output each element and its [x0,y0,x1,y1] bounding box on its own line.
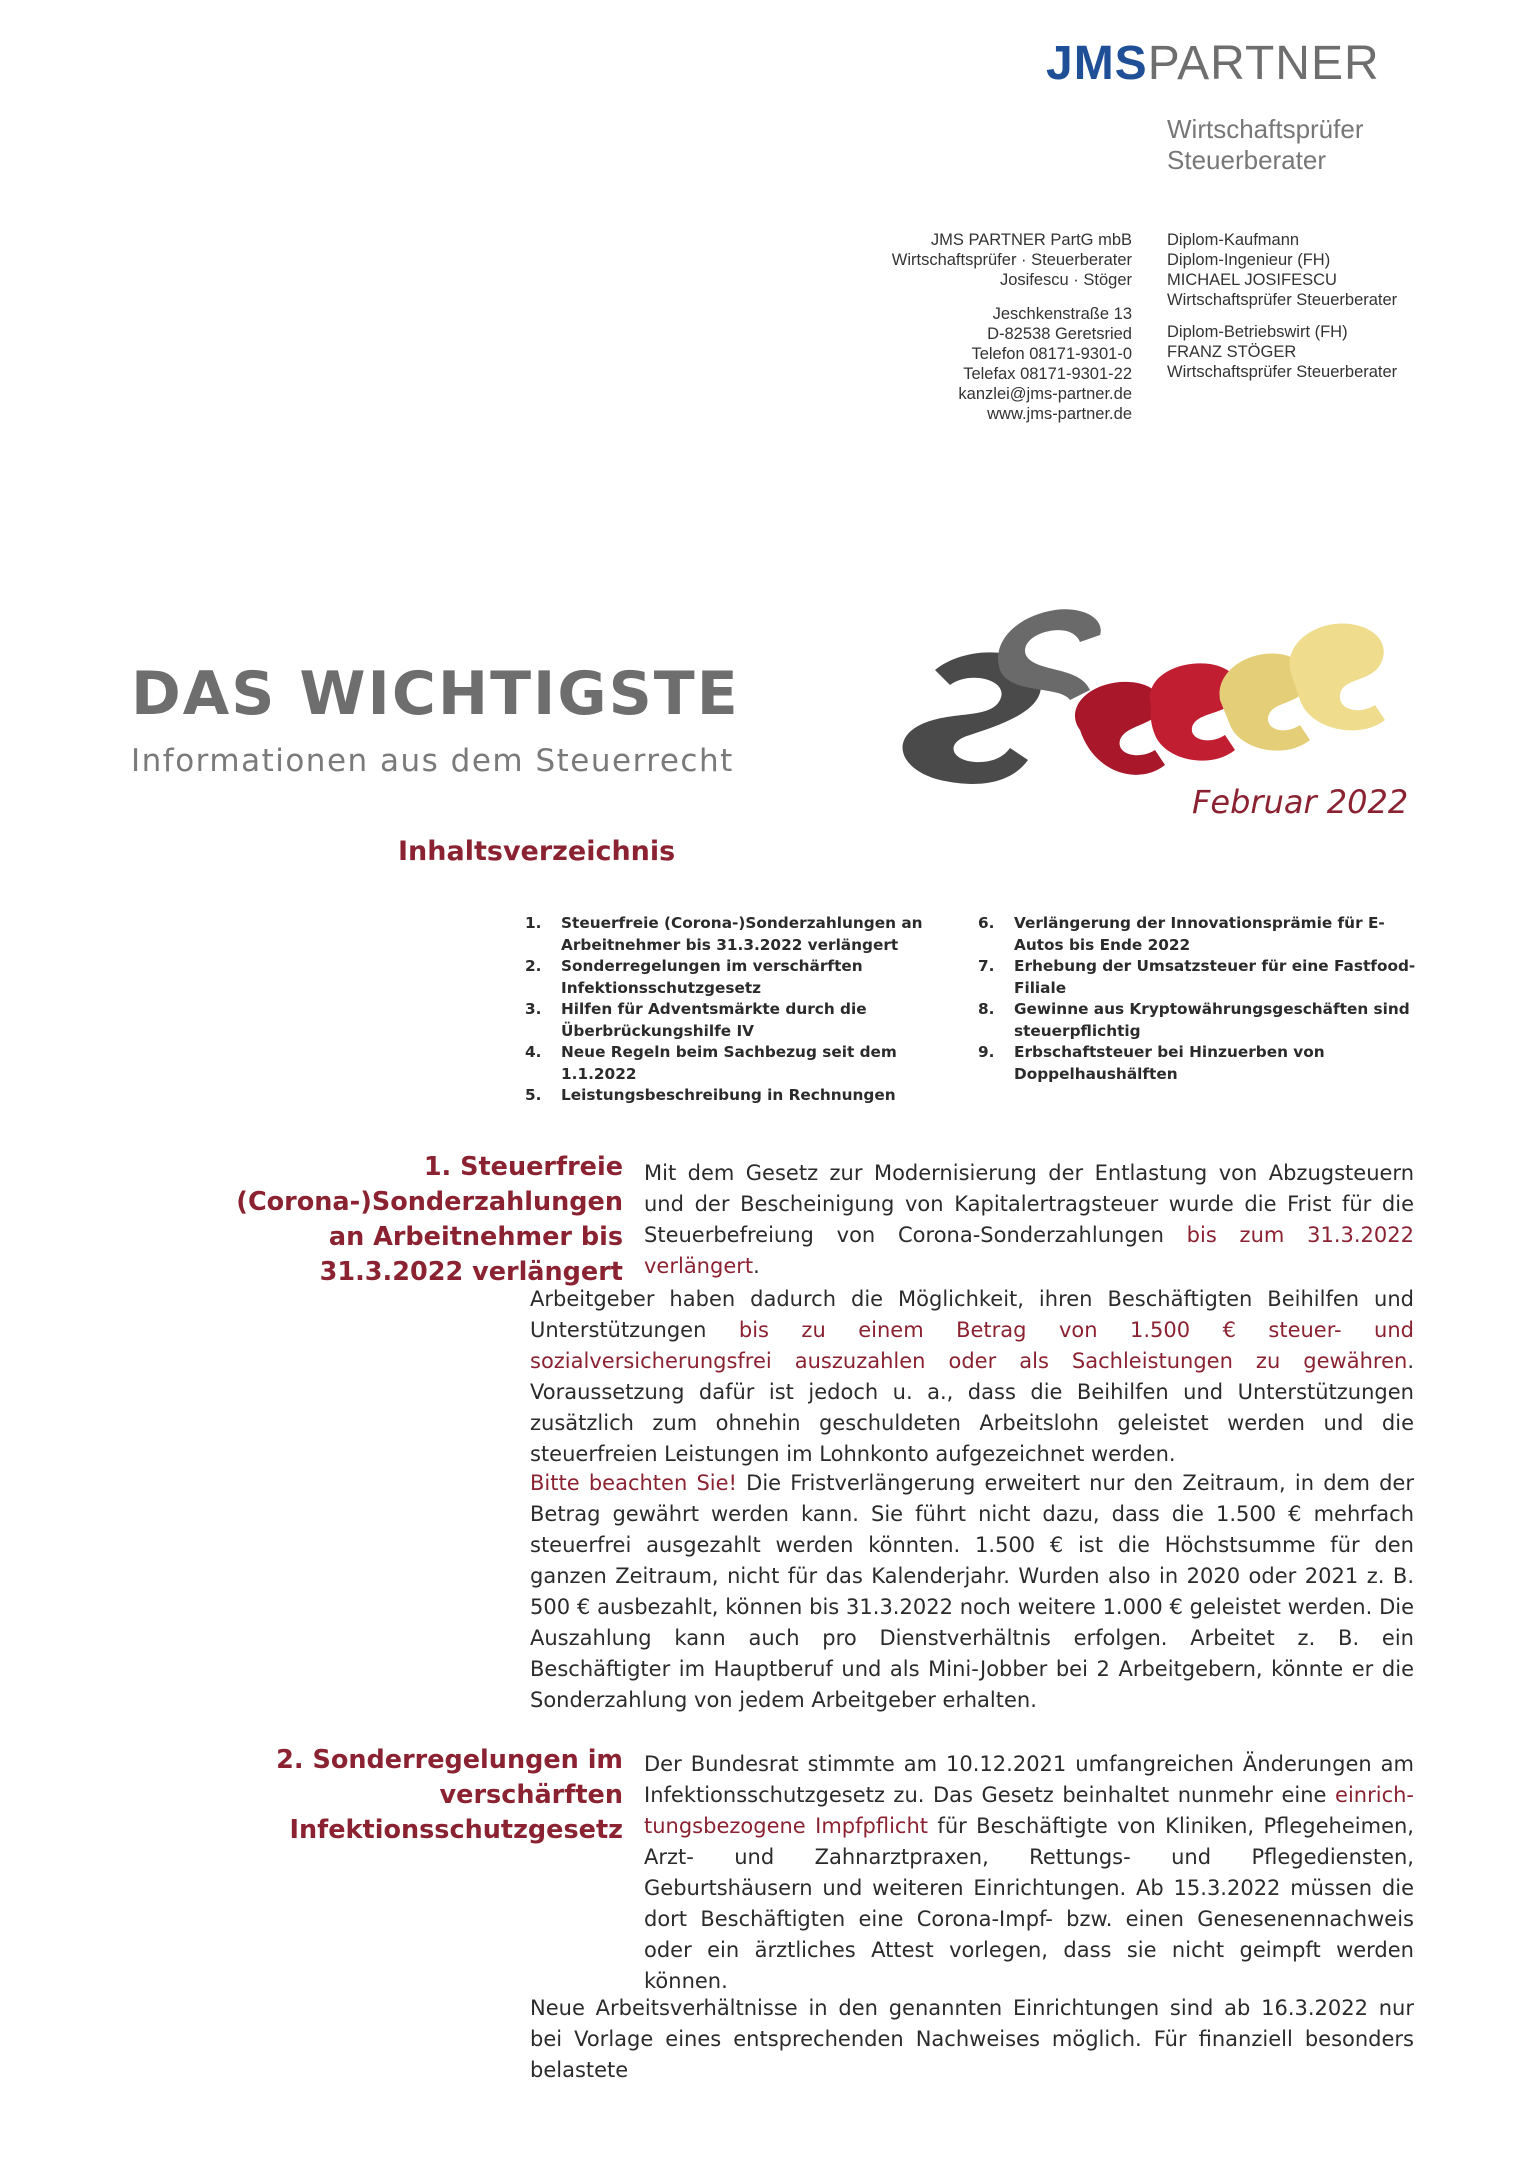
toc-item[interactable] [978,913,1428,956]
address-line: Wirtschaftsprüfer · Steuerberater [891,251,1132,269]
toc-heading: Inhaltsverzeichnis [398,836,676,867]
toc-item[interactable] [525,1042,965,1085]
logo-partner: PARTNER [1147,37,1380,90]
highlight-text: bis zum 31.3.2022 verlängert [644,1223,1414,1278]
partners-block [1167,230,1397,382]
partner-name: FRANZ STÖGER [1167,343,1297,361]
toc-left-column [525,913,965,1107]
toc-item[interactable] [525,956,965,999]
address-block [892,230,1132,424]
section-1-paragraph-3 [530,1468,1414,1716]
text-run: für Beschäftigte von Kliniken, Pflegeheimen, Arzt- und Zahnarztpraxen, Rettungs- und Pflegediensten, Geburtshäusern und weiteren Einrichtungen. Ab 15.3.2022 müssen die dort Beschäftigten eine Corona-Impf- bzw. einen Genesenennachweis oder ein ärztliches Attest vorlegen, dass sie nicht geimpft werden können. [644,1814,1414,1993]
toc-number: 3. [525,1000,542,1018]
section-2-paragraph-1 [644,1749,1414,1997]
toc-number: 7. [978,957,995,975]
toc-number: 1. [525,914,542,932]
address-line: D-82538 Geretsried [987,325,1132,343]
partner-name: MICHAEL JOSIFESCU [1167,271,1337,289]
toc-text: Erbschaftsteuer bei Hinzuerben von Doppelhaushälften [1014,1043,1325,1083]
highlight-text: einrichtungsbezogene Impfpflicht [644,1783,1414,1838]
company-logo [1046,37,1380,90]
toc-number: 4. [525,1043,542,1061]
logo-subline-2: Steuerberater [1167,145,1326,175]
page-title: DAS WICHTIGSTE [131,659,740,729]
toc-text: Gewinne aus Kryptowährungsgeschäften sind steuerpflichtig [1014,1000,1410,1040]
toc-text: Leistungsbeschreibung in Rechnungen [561,1086,896,1104]
address-spacer [892,290,1132,304]
toc-text: Steuerfreie (Corona-)Sonderzahlungen an Arbeitnehmer bis 31.3.2022 verlängert [561,914,923,954]
toc-item[interactable] [525,1085,965,1107]
partner-title: Wirtschaftsprüfer Steuerberater [1167,291,1398,309]
toc-number: 2. [525,957,542,975]
toc-number: 8. [978,1000,995,1018]
text-run: Arbeitgeber haben dadurch die Möglichkeit, ihren Beschäftigten Beihilfen und Unterstützungen [530,1287,1414,1342]
toc-text: Hilfen für Adventsmärkte durch die Überbrückungshilfe IV [561,1000,867,1040]
address-website[interactable]: www.jms-partner.de [987,405,1132,423]
toc-text: Neue Regeln beim Sachbezug seit dem 1.1.2022 [561,1043,897,1083]
text-run: . [753,1254,760,1278]
address-line: Jeschkenstraße 13 [992,305,1132,323]
section-1-heading: 1. Steuerfreie (Corona-)Sonderzahlungen an Arbeitnehmer bis 31.3.2022 verlängert [236,1152,623,1287]
partner-degree: Diplom-Betriebswirt (FH) [1167,323,1348,341]
toc-item[interactable] [978,1042,1428,1085]
toc-text: Sonderregelungen im verschärften Infektionsschutzgesetz [561,957,863,997]
logo-jms: JMS [1046,37,1148,90]
toc-text: Erhebung der Umsatzsteuer für eine Fastfood-Filiale [1014,957,1416,997]
toc-text: Verlängerung der Innovationsprämie für E-Autos bis Ende 2022 [1014,914,1385,954]
logo-subline-1: Wirtschaftsprüfer [1167,114,1364,144]
text-run: . Voraussetzung dafür ist jedoch u. a., dass die Beihilfen und Unterstützungen zusätzlich zum ohnehin geschuldeten Arbeitslohn geleistet werden und die steuerfreien Leistungen im Lohnkonto aufgezeichnet werden. [530,1349,1414,1466]
partner-degree: Diplom-Ingenieur (FH) [1167,251,1331,269]
address-line: JMS PARTNER PartG mbB [930,231,1132,249]
text-run: Die Fristverlängerung erweitert nur den Zeitraum, in dem der Betrag gewährt werden kann. Sie führt nicht dazu, dass die 1.500 € mehrfach steuerfrei ausgezahlt werden könnten. 1.500 € ist die Höchstsumme für den ganzen Zeitraum, nicht für das Kalenderjahr. Wurden also in 2020 oder 2021 z. B. 500 € ausbezahlt, können bis 31.3.2022 noch weitere 1.000 € geleistet werden. Die Auszahlung kann auch pro Dienstverhältnis erfolgen. Arbeitet z. B. ein Beschäftigter im Hauptberuf und als Mini-Jobber bei 2 Arbeitgebern, könnte er die Sonderzahlung von jedem Arbeitgeber erhalten. [530,1471,1414,1712]
toc-item[interactable] [978,956,1428,999]
address-email[interactable]: kanzlei@jms-partner.de [958,385,1132,403]
address-line: Josifescu · Stöger [999,271,1132,289]
address-line: Telefon 08171-9301-0 [971,345,1132,363]
toc-item[interactable] [525,913,965,956]
yellow-paragraph-icon [1220,623,1385,750]
section-1-paragraph-2 [530,1284,1414,1470]
paragraph-sign-ornament [880,590,1400,810]
red-paragraph-icon [1075,663,1239,774]
issue-date: Februar 2022 [1192,783,1409,821]
section-2-heading: 2. Sonderregelungen im verschärften Infektionsschutzgesetz [276,1745,623,1845]
section-1-paragraph-1 [644,1158,1414,1282]
highlight-text: Bitte beachten Sie! [530,1471,737,1495]
toc-number: 6. [978,914,995,932]
address-line: Telefax 08171-9301-22 [963,365,1132,383]
grey-paragraph-icon [903,609,1101,784]
toc-number: 5. [525,1086,542,1104]
section-2-paragraph-2: Neue Arbeitsverhältnisse in den genannten Einrichtungen sind ab 16.3.2022 nur bei Vorlage eines entsprechenden Nachweises möglich. Für finanziell besonders belastete [530,1996,1414,2082]
text-run: Der Bundesrat stimmte am 10.12.2021 umfangreichen Änderungen am Infektionsschutzgesetz zu. Das Gesetz beinhaltet nunmehr eine [644,1752,1414,1807]
partner-spacer [1167,310,1397,322]
partner-degree: Diplom-Kaufmann [1167,231,1300,249]
toc-number: 9. [978,1043,995,1061]
toc-right-column [978,913,1428,1085]
partner-title: Wirtschaftsprüfer Steuerberater [1167,363,1398,381]
toc-item[interactable] [978,999,1428,1042]
text-run: Mit dem Gesetz zur Modernisierung der Entlastung von Abzugsteuern und der Bescheinigung von Kapitalertragsteuer wurde die Frist für die Steuerbefreiung von Corona-Sonderzahlungen [644,1161,1414,1247]
page-subtitle: Informationen aus dem Steuerrecht [131,743,734,779]
toc-item[interactable] [525,999,965,1042]
highlight-text: bis zu einem Betrag von 1.500 € steuer- und sozialversicherungsfrei auszuzahlen oder als Sachleistungen zu gewähren [530,1318,1414,1373]
